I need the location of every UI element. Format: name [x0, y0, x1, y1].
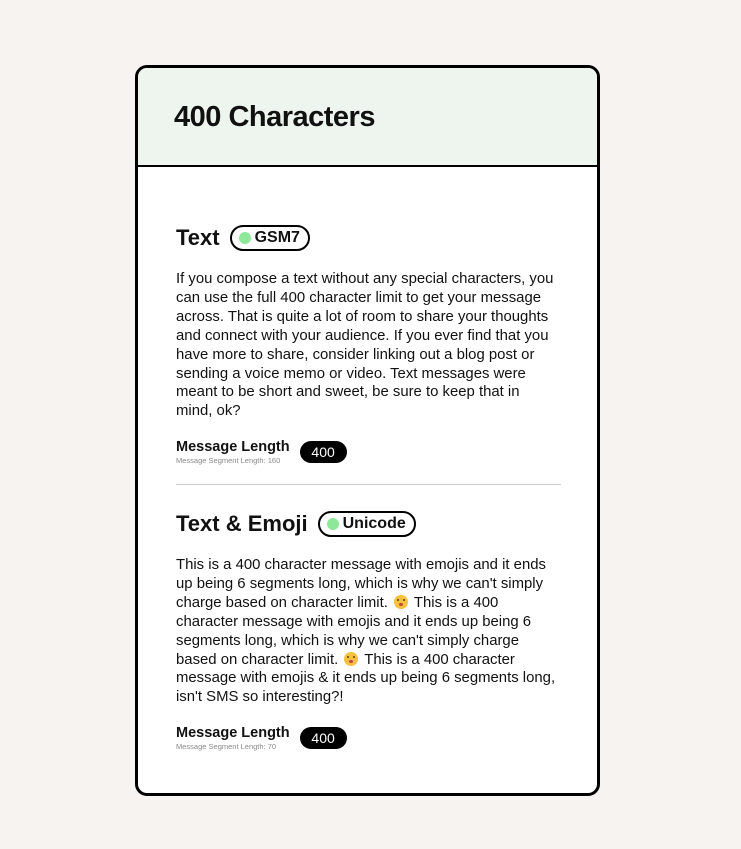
card-title: 400 Characters: [174, 101, 375, 133]
kissing-face-emoji-icon: [394, 595, 408, 609]
message-body-part: This is a 400 character message with emojis and it ends up being 6 segments long, which is why we can't simply charge based on character limit.: [176, 594, 532, 668]
status-dot-icon: [239, 232, 251, 244]
message-length-row: [176, 725, 561, 751]
segment-length-label: Message Segment Length: 160: [176, 456, 281, 466]
message-length-labels: [176, 725, 290, 751]
status-dot-icon: [327, 518, 339, 530]
message-body-part: This is a 400 character message with emojis & it ends up being 6 segments long, isn't SMS so interesting?!: [176, 651, 556, 706]
section-title: Text & Emoji: [176, 511, 308, 536]
message-length-labels: [176, 439, 290, 465]
message-length-row: [176, 439, 561, 465]
message-body: [176, 556, 556, 707]
section-header: [176, 223, 561, 253]
encoding-label: GSM7: [254, 229, 300, 246]
section-divider: [176, 484, 561, 485]
section-text: [176, 223, 561, 465]
segment-length-label: Message Segment Length: 70: [176, 742, 277, 752]
encoding-badge: [318, 511, 416, 537]
message-length-label: Message Length: [176, 725, 290, 742]
card-header: [138, 68, 597, 167]
message-length-badge: 400: [300, 441, 347, 463]
section-text-emoji: [176, 509, 561, 751]
message-body-part: This is a 400 character message with emojis and it ends up being 6 segments long, which is why we can't simply charge based on character limit.: [176, 557, 546, 611]
message-length-badge: 400: [300, 727, 347, 749]
section-header: [176, 509, 561, 539]
kissing-face-emoji-icon: [344, 652, 358, 666]
encoding-badge: [230, 225, 310, 251]
section-title: Text: [176, 225, 220, 250]
message-length-label: Message Length: [176, 439, 290, 456]
sms-length-card: [135, 65, 600, 796]
message-body: If you compose a text without any special characters, you can use the full 400 character limit to get your message across. That is quite a lot of room to share your thoughts and connect with your audience. If you ever find that you have more to share, consider linking out a blog post or sending a voice memo or video. Text messages were meant to be short and sweet, be sure to keep that in mind, ok?: [176, 271, 554, 420]
encoding-label: Unicode: [342, 515, 406, 532]
